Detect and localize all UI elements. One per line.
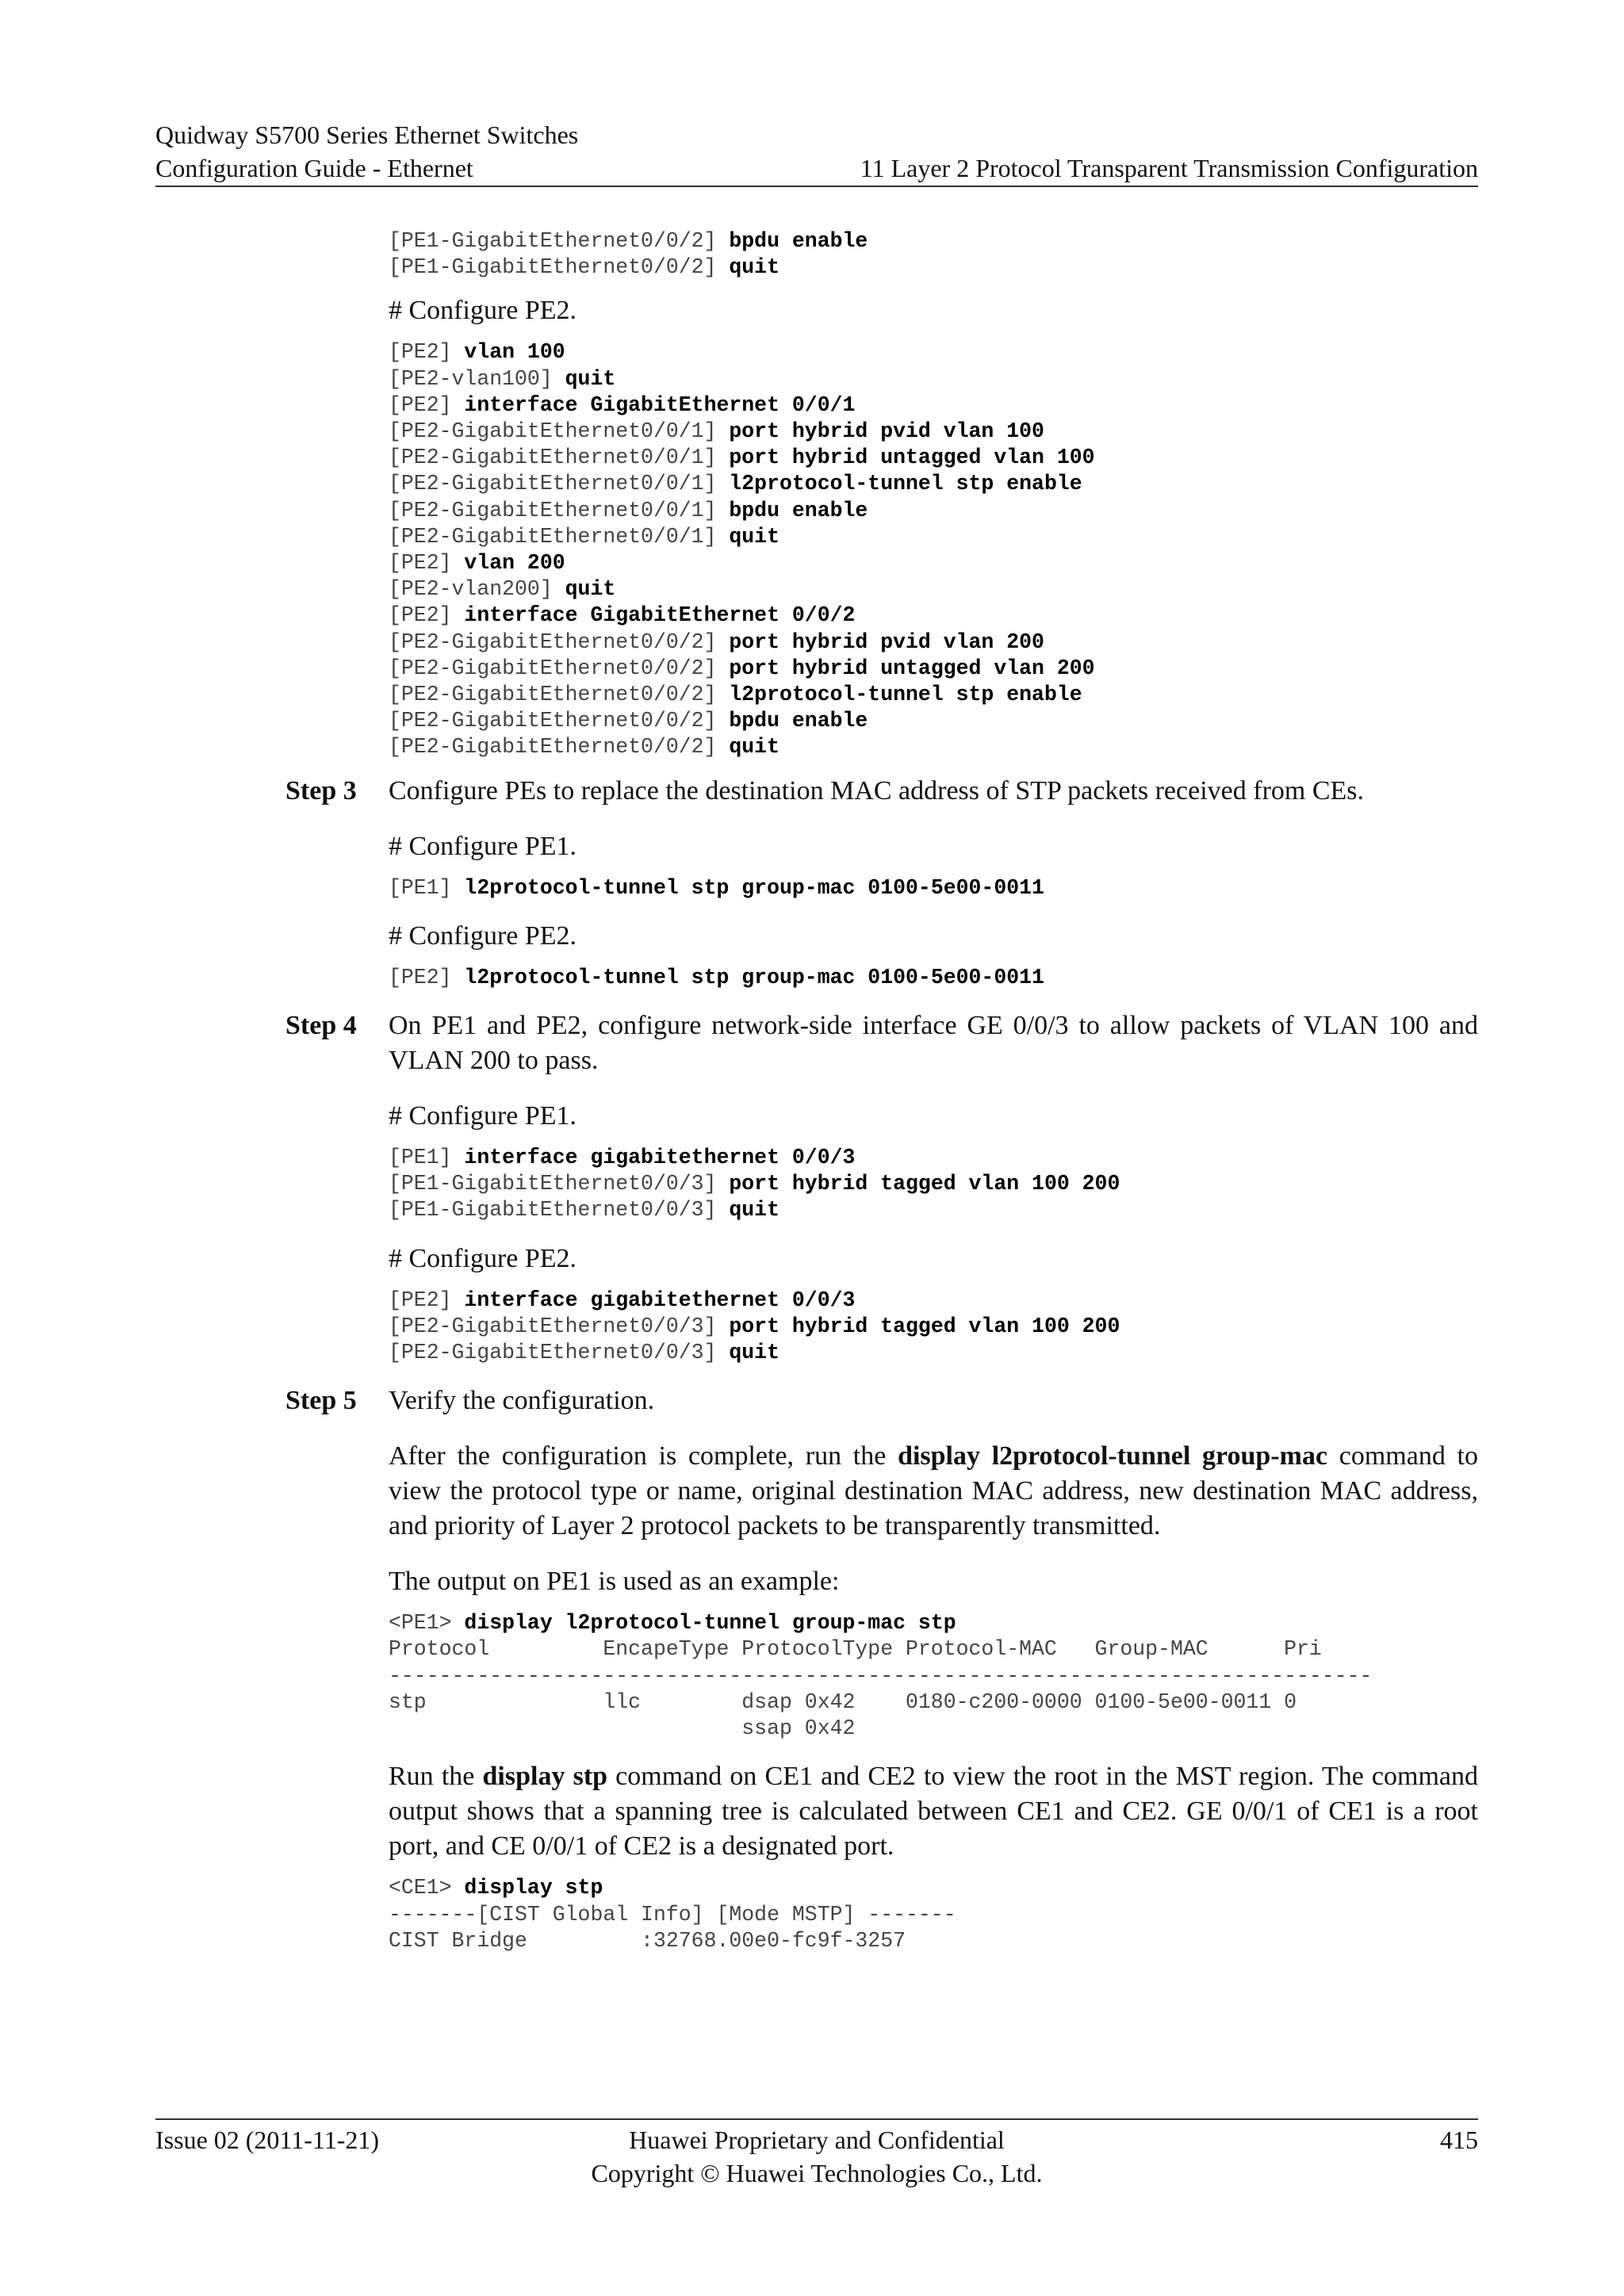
code-command: bpdu enable [729,229,868,253]
code-line [389,1689,1478,1716]
paragraph-output-example: The output on PE1 is used as an example: [389,1567,840,1597]
code-command: quit [729,1341,779,1365]
paragraph-configure-pe2: # Configure PE2. [389,920,577,951]
code-command: interface gigabitethernet 0/0/3 [464,1146,856,1170]
code-line [389,550,1478,576]
code-prompt: [PE2-GigabitEthernet0/0/1] [389,498,730,522]
code-command: display l2protocol-tunnel group-mac stp [464,1611,956,1636]
code-prompt: [PE2] [389,551,465,576]
code-prompt: [PE2] [389,1288,465,1312]
paragraph-configure-pe1: # Configure PE1. [389,1101,577,1131]
code-command: quit [729,735,779,760]
code-line [389,1663,1478,1689]
code-prompt: stp llc dsap 0x42 0180-c200-0000 0100-5e00-0011 0 [389,1689,1297,1714]
step-label: Step 4 [285,1011,357,1041]
code-line [389,1171,1478,1197]
footer-confidential: Huawei Proprietary and Confidential [629,2126,1005,2154]
page-footer [155,2123,1478,2195]
code-prompt: [PE2-GigabitEthernet0/0/2] [389,709,730,733]
paragraph-configure-pe1: # Configure PE1. [389,831,577,861]
code-command: quit [729,524,779,549]
code-prompt: ssap 0x42 [389,1716,856,1741]
code-prompt: [PE2-GigabitEthernet0/0/2] [389,683,730,707]
page-number: 415 [1440,2126,1478,2154]
footer-issue: Issue 02 (2011-11-21) [155,2126,380,2154]
code-block-group-mac-output [389,1610,1478,1742]
step-text: Configure PEs to replace the destination MAC address of STP packets received from CEs. [389,775,1365,806]
page-body [155,228,1478,1954]
code-prompt: ------------------------------------------------------------------------------ [389,1663,1373,1688]
code-prompt: [PE1] [389,1146,465,1170]
code-prompt: [PE2-vlan200] [389,577,565,602]
header-divider [155,186,1478,187]
step-text: Verify the configuration. [389,1386,655,1416]
code-line [389,875,1478,901]
command-name: display l2protocol-tunnel group-mac [898,1441,1328,1471]
code-block-step4-pe1 [389,1145,1478,1224]
code-line [389,734,1478,760]
code-line [389,1928,1478,1954]
text-run: After the configuration is complete, run the [389,1441,898,1471]
code-line [389,339,1478,365]
code-command: port hybrid untagged vlan 200 [729,656,1095,680]
code-line [389,576,1478,603]
text-run: Run the [389,1762,483,1792]
header-chapter-title: 11 Layer 2 Protocol Transparent Transmission Configuration [860,154,1478,182]
code-prompt: [PE1-GigabitEthernet0/0/3] [389,1172,730,1196]
code-block-pe1-tail [389,228,1478,281]
code-line [389,656,1478,682]
code-line [389,498,1478,524]
code-line [389,419,1478,445]
step-label: Step 3 [285,775,357,806]
code-command: interface GigabitEthernet 0/0/2 [464,603,856,628]
code-prompt: [PE2] [389,340,465,365]
code-prompt: Protocol EncapeType ProtocolType Protocol-MAC Group-MAC Pri [389,1637,1322,1662]
paragraph-configure-pe2: # Configure PE2. [389,296,577,326]
code-command: vlan 200 [464,551,565,576]
code-prompt: [PE2-GigabitEthernet0/0/1] [389,446,730,470]
code-line [389,392,1478,419]
code-command: quit [565,577,616,602]
code-line [389,682,1478,708]
code-line [389,254,1478,281]
code-prompt: [PE2-GigabitEthernet0/0/1] [389,524,730,549]
paragraph-display-group-mac [389,1439,1478,1544]
code-command: display stp [464,1876,603,1900]
footer-copyright: Copyright © Huawei Technologies Co., Ltd. [591,2159,1043,2187]
code-command: quit [565,366,616,391]
code-line [389,524,1478,550]
code-line [389,1314,1478,1340]
code-line [389,708,1478,734]
text-run: command to view the protocol type or name, original destination MAC address, new destination MAC address, and priority of Layer 2 protocol packets to be transparently transmitted. [389,1441,1479,1541]
code-prompt: [PE2-vlan100] [389,366,565,391]
code-line [389,1145,1478,1171]
code-block-stp-output [389,1875,1478,1954]
footer-divider [155,2118,1478,2120]
code-command: bpdu enable [729,498,868,522]
code-prompt: [PE2-GigabitEthernet0/0/3] [389,1341,730,1365]
code-prompt: [PE2-GigabitEthernet0/0/3] [389,1314,730,1338]
command-name: display stp [482,1762,608,1792]
code-line [389,1610,1478,1636]
code-line [389,1340,1478,1366]
code-prompt: [PE2-GigabitEthernet0/0/2] [389,629,730,654]
code-prompt: <PE1> [389,1611,465,1636]
code-line [389,366,1478,392]
code-prompt: [PE1] [389,875,465,900]
step-4 [155,1008,1478,1078]
code-prompt: [PE2-GigabitEthernet0/0/2] [389,656,730,680]
step-text: On PE1 and PE2, configure network-side interface GE 0/0/3 to allow packets of VLAN 100 and VLAN 200 to pass. [389,1011,1478,1076]
code-command: bpdu enable [729,709,868,733]
code-command: l2protocol-tunnel stp enable [729,472,1082,496]
paragraph-display-stp [389,1759,1478,1864]
code-command: l2protocol-tunnel stp enable [729,683,1082,707]
code-prompt: [PE2] [389,392,465,417]
code-block-step4-pe2 [389,1288,1478,1367]
page-header [155,119,1478,189]
code-line [389,1197,1478,1223]
step-5 [155,1383,1478,1418]
code-line [389,1288,1478,1314]
code-prompt: <CE1> [389,1876,465,1900]
code-command: interface GigabitEthernet 0/0/1 [464,392,856,417]
code-command: l2protocol-tunnel stp group-mac 0100-5e00-0011 [464,965,1044,989]
header-product-title: Quidway S5700 Series Ethernet Switches [155,121,579,149]
code-prompt: [PE2] [389,603,465,628]
code-prompt: [PE1-GigabitEthernet0/0/2] [389,229,730,253]
code-block-pe2-config [389,339,1478,760]
step-3 [155,774,1478,809]
code-prompt: [PE1-GigabitEthernet0/0/3] [389,1198,730,1223]
code-line [389,965,1478,991]
code-command: port hybrid untagged vlan 100 [729,446,1095,470]
code-line [389,471,1478,497]
code-line [389,603,1478,629]
paragraph-configure-pe2: # Configure PE2. [389,1243,577,1273]
code-command: port hybrid tagged vlan 100 200 [729,1314,1120,1338]
code-line [389,445,1478,471]
code-command: l2protocol-tunnel stp group-mac 0100-5e00-0011 [464,875,1044,900]
code-command: port hybrid pvid vlan 200 [729,629,1044,654]
code-prompt: [PE2-GigabitEthernet0/0/2] [389,735,730,760]
code-command: interface gigabitethernet 0/0/3 [464,1288,856,1312]
code-command: port hybrid pvid vlan 100 [729,419,1044,444]
code-line [389,1902,1478,1928]
code-block-step3-pe2 [389,965,1478,991]
footer-center [155,2123,1478,2190]
code-prompt: CIST Bridge :32768.00e0-fc9f-3257 [389,1928,906,1953]
code-prompt: [PE2] [389,965,465,989]
text-run: command on CE1 and CE2 to view the root in the MST region. The command output shows that a spanning tree is calculated between CE1 and CE2. GE 0/0/1 of CE1 is a root port, and CE 0/0/1 of CE2 is a designated port. [389,1762,1479,1862]
code-command: quit [729,1198,779,1223]
code-line [389,629,1478,656]
code-line [389,228,1478,254]
code-prompt: [PE1-GigabitEthernet0/0/2] [389,255,730,280]
step-label: Step 5 [285,1386,357,1416]
code-prompt: [PE2-GigabitEthernet0/0/1] [389,472,730,496]
code-command: quit [729,255,779,280]
code-prompt: -------[CIST Global Info] [Mode MSTP] ------- [389,1902,956,1927]
code-command: vlan 100 [464,340,565,365]
code-block-step3-pe1 [389,875,1478,901]
code-line [389,1716,1478,1742]
code-command: port hybrid tagged vlan 100 200 [729,1172,1120,1196]
header-guide-title: Configuration Guide - Ethernet [155,154,473,182]
code-line [389,1636,1478,1663]
code-line [389,1875,1478,1901]
code-prompt: [PE2-GigabitEthernet0/0/1] [389,419,730,444]
